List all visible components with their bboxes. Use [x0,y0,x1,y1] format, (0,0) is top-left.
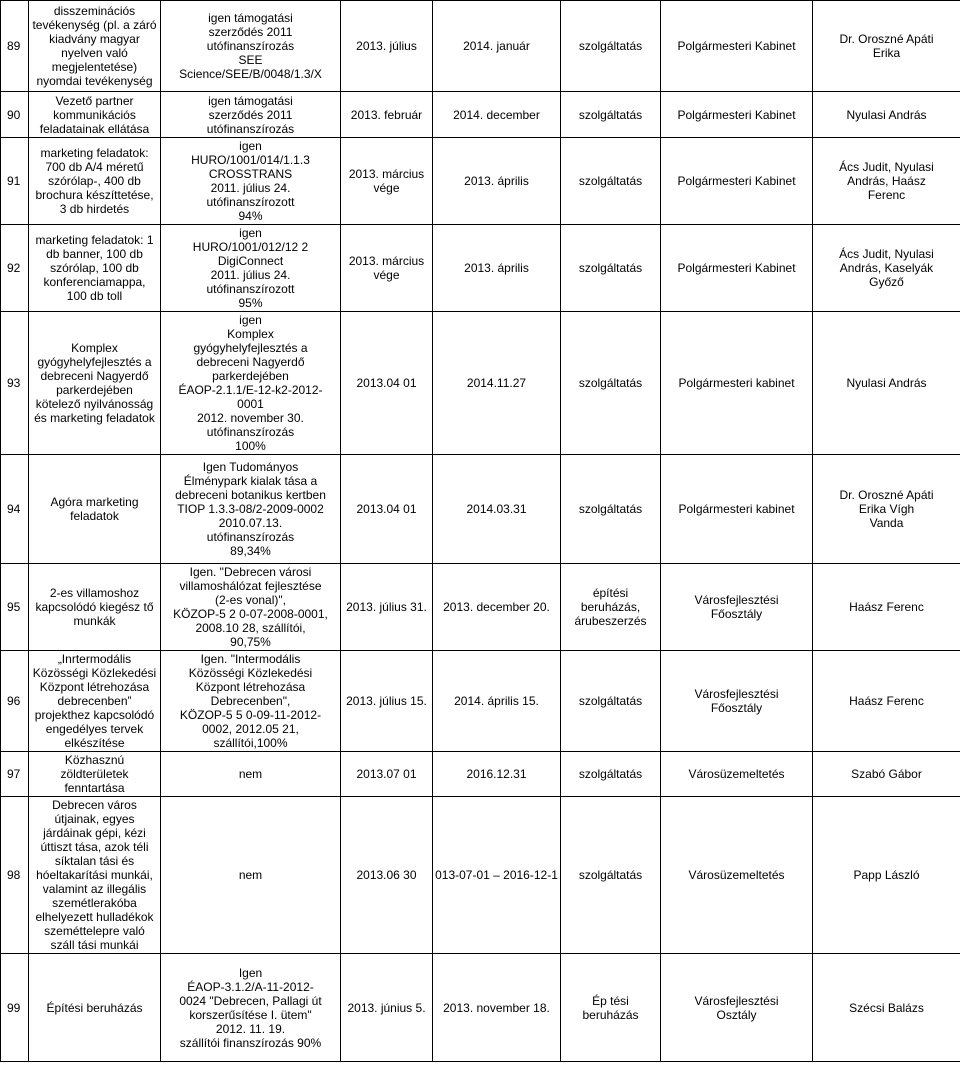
responsible-person-cell: Haász Ferenc [813,651,960,752]
procurement-type-cell: Ép tési beruházás [561,954,661,1062]
procurement-type-cell: építési beruházás, árubeszerzés [561,564,661,651]
start-date-cell: 2013.06 30 [341,797,433,954]
row-number: 98 [1,797,29,954]
procurement-type-cell: szolgáltatás [561,752,661,797]
row-number: 90 [1,92,29,138]
activity-cell: marketing feladatok: 1 db banner, 100 db szórólap, 100 db konferenciamappa, 100 db toll [29,225,161,312]
department-cell: Polgármesteri kabinet [661,455,813,564]
activity-cell: Építési beruházás [29,954,161,1062]
department-cell: Polgármesteri Kabinet [661,225,813,312]
funding-cell: Igen. "Intermodális Közösségi Közlekedési Központ létrehozása Debrecenben", KÖZOP-5 5 0-09-11-2012- 0002, 2012.05 21, szállítói,100% [161,651,341,752]
start-date-cell: 2013.04 01 [341,312,433,455]
end-date-cell: 2014. december [433,92,561,138]
end-date-cell: 2014.11.27 [433,312,561,455]
table-row [1,312,960,455]
table-row [1,752,960,797]
procurement-type-cell: szolgáltatás [561,1,661,92]
department-cell: Polgármesteri kabinet [661,312,813,455]
end-date-cell: 2014. április 15. [433,651,561,752]
row-number: 94 [1,455,29,564]
table-row [1,1,960,92]
start-date-cell: 2013.04 01 [341,455,433,564]
table-row [1,564,960,651]
end-date-cell: 2014.03.31 [433,455,561,564]
responsible-person-cell: Szécsi Balázs [813,954,960,1062]
activity-cell: disszeminációs tevékenység (pl. a záró kiadvány magyar nyelven való megjelentetése) nyomdai tevékenység [29,1,161,92]
funding-cell: igen támogatási szerződés 2011 utófinanszírozás SEE Science/SEE/B/0048/1.3/X [161,1,341,92]
department-cell: Városfejlesztési Főosztály [661,651,813,752]
row-number: 91 [1,138,29,225]
table-row [1,92,960,138]
table-row [1,138,960,225]
responsible-person-cell: Ács Judit, Nyulasi András, Haász Ferenc [813,138,960,225]
responsible-person-cell: Szabó Gábor [813,752,960,797]
activity-cell: Közhasznú zöldterületek fenntartása [29,752,161,797]
end-date-cell: 2013. április [433,138,561,225]
start-date-cell: 2013. július 15. [341,651,433,752]
activity-cell: 2-es villamoshoz kapcsolódó kiegész tő munkák [29,564,161,651]
activity-cell: Agóra marketing feladatok [29,455,161,564]
department-cell: Polgármesteri Kabinet [661,1,813,92]
department-cell: Polgármesteri Kabinet [661,92,813,138]
end-date-cell: 2014. január [433,1,561,92]
row-number: 93 [1,312,29,455]
activity-cell: Vezető partner kommunikációs feladatainak ellátása [29,92,161,138]
funding-cell: igen HURO/1001/012/12 2 DigiConnect 2011. július 24. utófinanszírozott 95% [161,225,341,312]
start-date-cell: 2013. július 31. [341,564,433,651]
row-number: 95 [1,564,29,651]
table-row [1,225,960,312]
funding-cell: Igen. "Debrecen városi villamoshálózat fejlesztése (2-es vonal)", KÖZOP-5 2 0-07-2008-0001, 2008.10 28, szállítói, 90,75% [161,564,341,651]
procurement-type-cell: szolgáltatás [561,312,661,455]
table-body [1,1,960,1062]
row-number: 96 [1,651,29,752]
start-date-cell: 2013. február [341,92,433,138]
activity-cell: „Inrtermodális Közösségi Közlekedési Központ létrehozása debrecenben” projekthez kapcsolódó engedélyes tervek elkészítése [29,651,161,752]
responsible-person-cell: Nyulasi András [813,92,960,138]
start-date-cell: 2013. július [341,1,433,92]
end-date-cell: 2013. november 18. [433,954,561,1062]
funding-cell: igen HURO/1001/014/1.1.3 CROSSTRANS 2011. július 24. utófinanszírozott 94% [161,138,341,225]
row-number: 99 [1,954,29,1062]
procurement-type-cell: szolgáltatás [561,225,661,312]
responsible-person-cell: Ács Judit, Nyulasi András, Kaselyák Győző [813,225,960,312]
procurement-type-cell: szolgáltatás [561,797,661,954]
procurement-type-cell: szolgáltatás [561,455,661,564]
activity-cell: marketing feladatok: 700 db A/4 méretű szórólap-, 400 db brochura készíttetése, 3 db hirdetés [29,138,161,225]
end-date-cell: 2013. december 20. [433,564,561,651]
table-row [1,797,960,954]
start-date-cell: 2013.07 01 [341,752,433,797]
row-number: 97 [1,752,29,797]
table-row [1,455,960,564]
procurement-type-cell: szolgáltatás [561,92,661,138]
funding-cell: igen Komplex gyógyhelyfejlesztés a debreceni Nagyerdő parkerdejében ÉAOP-2.1.1/E-12-k2-2012- 0001 2012. november 30. utófinanszírozás 100% [161,312,341,455]
funding-cell: nem [161,797,341,954]
activity-cell: Debrecen város útjainak, egyes járdáinak gépi, kézi úttiszt tása, azok téli síktalan tási és hóeltakarítási munkái, valamint az illegális szemétlerakóba elhelyezett hulladékok szeméttelepre való száll tási munkái [29,797,161,954]
funding-cell: nem [161,752,341,797]
start-date-cell: 2013. június 5. [341,954,433,1062]
responsible-person-cell: Haász Ferenc [813,564,960,651]
responsible-person-cell: Nyulasi András [813,312,960,455]
end-date-cell: 013-07-01 – 2016-12-1 [433,797,561,954]
department-cell: Városüzemeltetés [661,797,813,954]
table-row [1,954,960,1062]
start-date-cell: 2013. március vége [341,138,433,225]
department-cell: Városüzemeltetés [661,752,813,797]
department-cell: Polgármesteri Kabinet [661,138,813,225]
funding-cell: Igen ÉAOP-3.1.2/A-11-2012- 0024 "Debrecen, Pallagi út korszerűsítése I. ütem" 2012. 11. 19. szállítói finanszírozás 90% [161,954,341,1062]
funding-cell: igen támogatási szerződés 2011 utófinanszírozás [161,92,341,138]
procurement-type-cell: szolgáltatás [561,651,661,752]
funding-cell: Igen Tudományos Élménypark kialak tása a debreceni botanikus kertben TIOP 1.3.3-08/2-2009-0002 2010.07.13. utófinanszírozás 89,34% [161,455,341,564]
activity-cell: Komplex gyógyhelyfejlesztés a debreceni Nagyerdő parkerdejében kötelező nyilvánosság és marketing feladatok [29,312,161,455]
department-cell: Városfejlesztési Osztály [661,954,813,1062]
end-date-cell: 2013. április [433,225,561,312]
responsible-person-cell: Papp László [813,797,960,954]
row-number: 92 [1,225,29,312]
table-row [1,651,960,752]
end-date-cell: 2016.12.31 [433,752,561,797]
start-date-cell: 2013. március vége [341,225,433,312]
responsible-person-cell: Dr. Oroszné Apáti Erika Vígh Vanda [813,455,960,564]
responsible-person-cell: Dr. Oroszné Apáti Erika [813,1,960,92]
department-cell: Városfejlesztési Főosztály [661,564,813,651]
procurement-type-cell: szolgáltatás [561,138,661,225]
row-number: 89 [1,1,29,92]
